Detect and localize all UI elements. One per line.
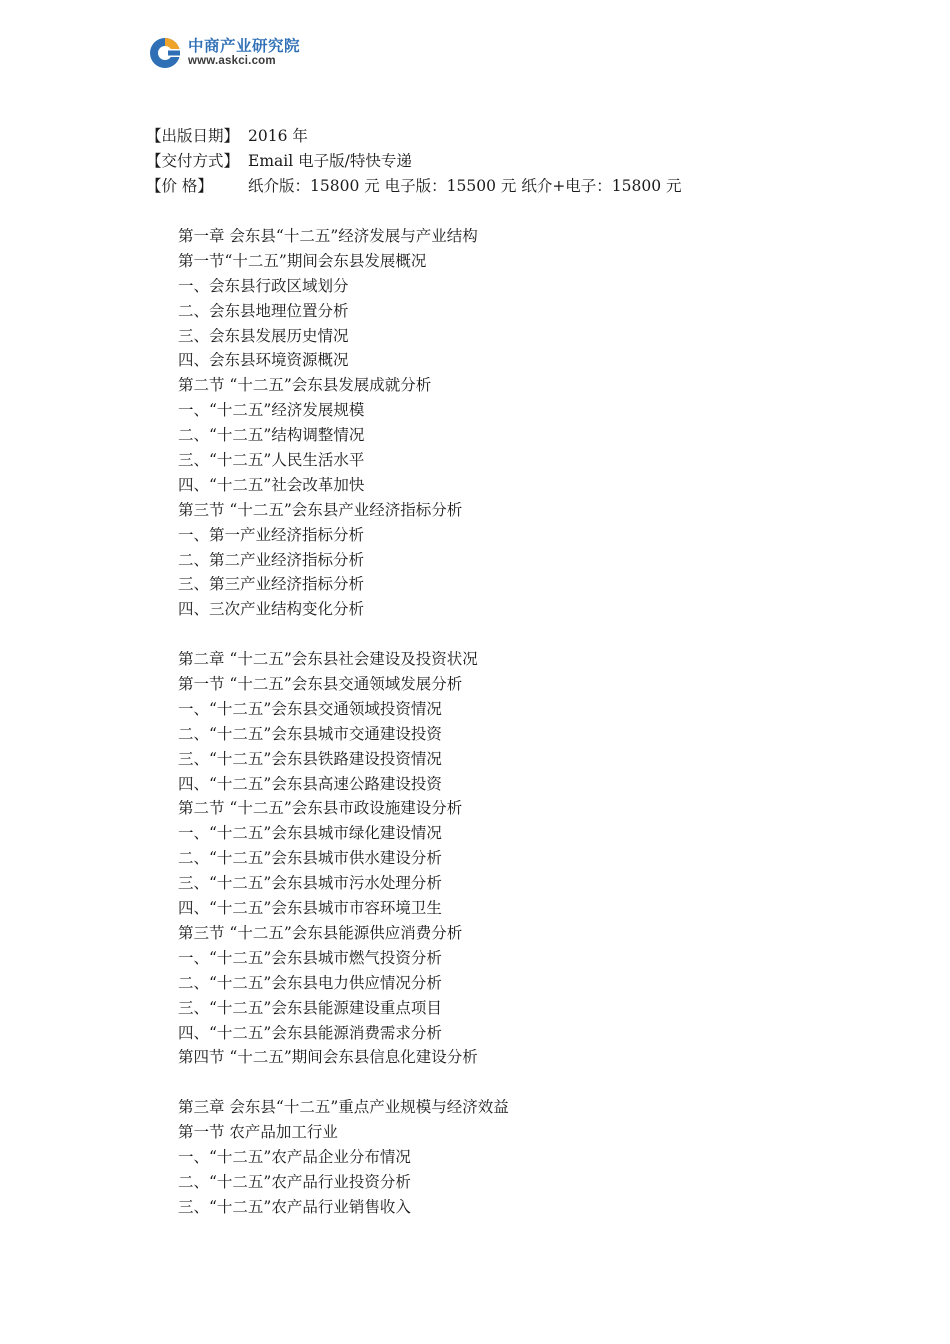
logo-name: 中商产业研究院 — [188, 36, 301, 55]
toc-item: 三、“十二五”会东县城市污水处理分析 — [178, 874, 442, 893]
toc-section-heading: 第二节 “十二五”会东县市政设施建设分析 — [178, 799, 463, 818]
toc-item: 一、“十二五”会东县城市燃气投资分析 — [178, 948, 442, 967]
toc-item: 四、三次产业结构变化分析 — [178, 600, 365, 619]
toc-item: 三、“十二五”人民生活水平 — [178, 451, 365, 470]
table-of-contents — [178, 224, 509, 1220]
toc-item: 一、“十二五”经济发展规模 — [178, 401, 365, 420]
chapter-spacer — [178, 622, 509, 647]
toc-item: 三、“十二五”农产品行业销售收入 — [178, 1197, 411, 1216]
toc-item: 三、会东县发展历史情况 — [178, 326, 349, 345]
toc-item: 三、“十二五”会东县铁路建设投资情况 — [178, 749, 442, 768]
toc-item: 一、第一产业经济指标分析 — [178, 525, 365, 544]
toc-item: 一、“十二五”会东县城市绿化建设情况 — [178, 824, 442, 843]
toc-item: 一、“十二五”农产品企业分布情况 — [178, 1147, 411, 1166]
delivery-label: 【交付方式】 — [146, 152, 240, 170]
toc-section-heading: 第一节 农产品加工行业 — [178, 1123, 338, 1142]
toc-item: 四、“十二五”会东县高速公路建设投资 — [178, 774, 442, 793]
toc-section-heading: 第一节 “十二五”会东县交通领域发展分析 — [178, 675, 463, 694]
toc-item: 三、第三产业经济指标分析 — [178, 575, 365, 594]
price-value: 纸介版：15800 元 电子版：15500 元 纸介+电子：15800 元 — [248, 177, 682, 195]
publication-info — [146, 124, 682, 199]
company-logo — [148, 33, 300, 73]
toc-section-heading: 第三节 “十二五”会东县能源供应消费分析 — [178, 923, 463, 942]
publish-date-value: 2016 年 — [248, 127, 308, 145]
toc-chapter-heading: 第三章 会东县“十二五”重点产业规模与经济效益 — [178, 1098, 509, 1117]
toc-item: 二、第二产业经济指标分析 — [178, 550, 365, 569]
chapter-spacer — [178, 1070, 509, 1095]
toc-item: 二、“十二五”结构调整情况 — [178, 426, 365, 445]
delivery-row — [146, 149, 682, 174]
toc-section-heading: 第二节 “十二五”会东县发展成就分析 — [178, 376, 432, 395]
price-row — [146, 174, 682, 199]
toc-item: 二、“十二五”会东县城市供水建设分析 — [178, 849, 442, 868]
toc-item: 二、“十二五”农产品行业投资分析 — [178, 1172, 411, 1191]
publish-date-row — [146, 124, 682, 149]
toc-item: 二、“十二五”会东县城市交通建设投资 — [178, 724, 442, 743]
logo-url: www.askci.com — [188, 55, 276, 67]
toc-chapter-heading: 第二章 “十二五”会东县社会建设及投资状况 — [178, 650, 478, 669]
delivery-value: Email 电子版/特快专递 — [248, 152, 412, 170]
toc-section-heading: 第四节 “十二五”期间会东县信息化建设分析 — [178, 1048, 478, 1067]
toc-item: 三、“十二五”会东县能源建设重点项目 — [178, 998, 442, 1017]
toc-section-heading: 第一节“十二五”期间会东县发展概况 — [178, 251, 427, 270]
toc-item: 四、“十二五”社会改革加快 — [178, 475, 365, 494]
toc-item: 二、会东县地理位置分析 — [178, 301, 349, 320]
toc-item: 一、“十二五”会东县交通领域投资情况 — [178, 699, 442, 718]
logo-icon — [148, 36, 182, 70]
toc-item: 四、“十二五”会东县能源消费需求分析 — [178, 1023, 442, 1042]
toc-item: 一、会东县行政区域划分 — [178, 276, 349, 295]
toc-item: 四、“十二五”会东县城市市容环境卫生 — [178, 899, 442, 918]
price-label: 【价 格】 — [146, 177, 213, 195]
toc-item: 二、“十二五”会东县电力供应情况分析 — [178, 973, 442, 992]
toc-chapter-heading: 第一章 会东县“十二五”经济发展与产业结构 — [178, 227, 478, 245]
toc-section-heading: 第三节 “十二五”会东县产业经济指标分析 — [178, 500, 463, 519]
toc-item: 四、会东县环境资源概况 — [178, 351, 349, 370]
publish-date-label: 【出版日期】 — [146, 127, 240, 145]
